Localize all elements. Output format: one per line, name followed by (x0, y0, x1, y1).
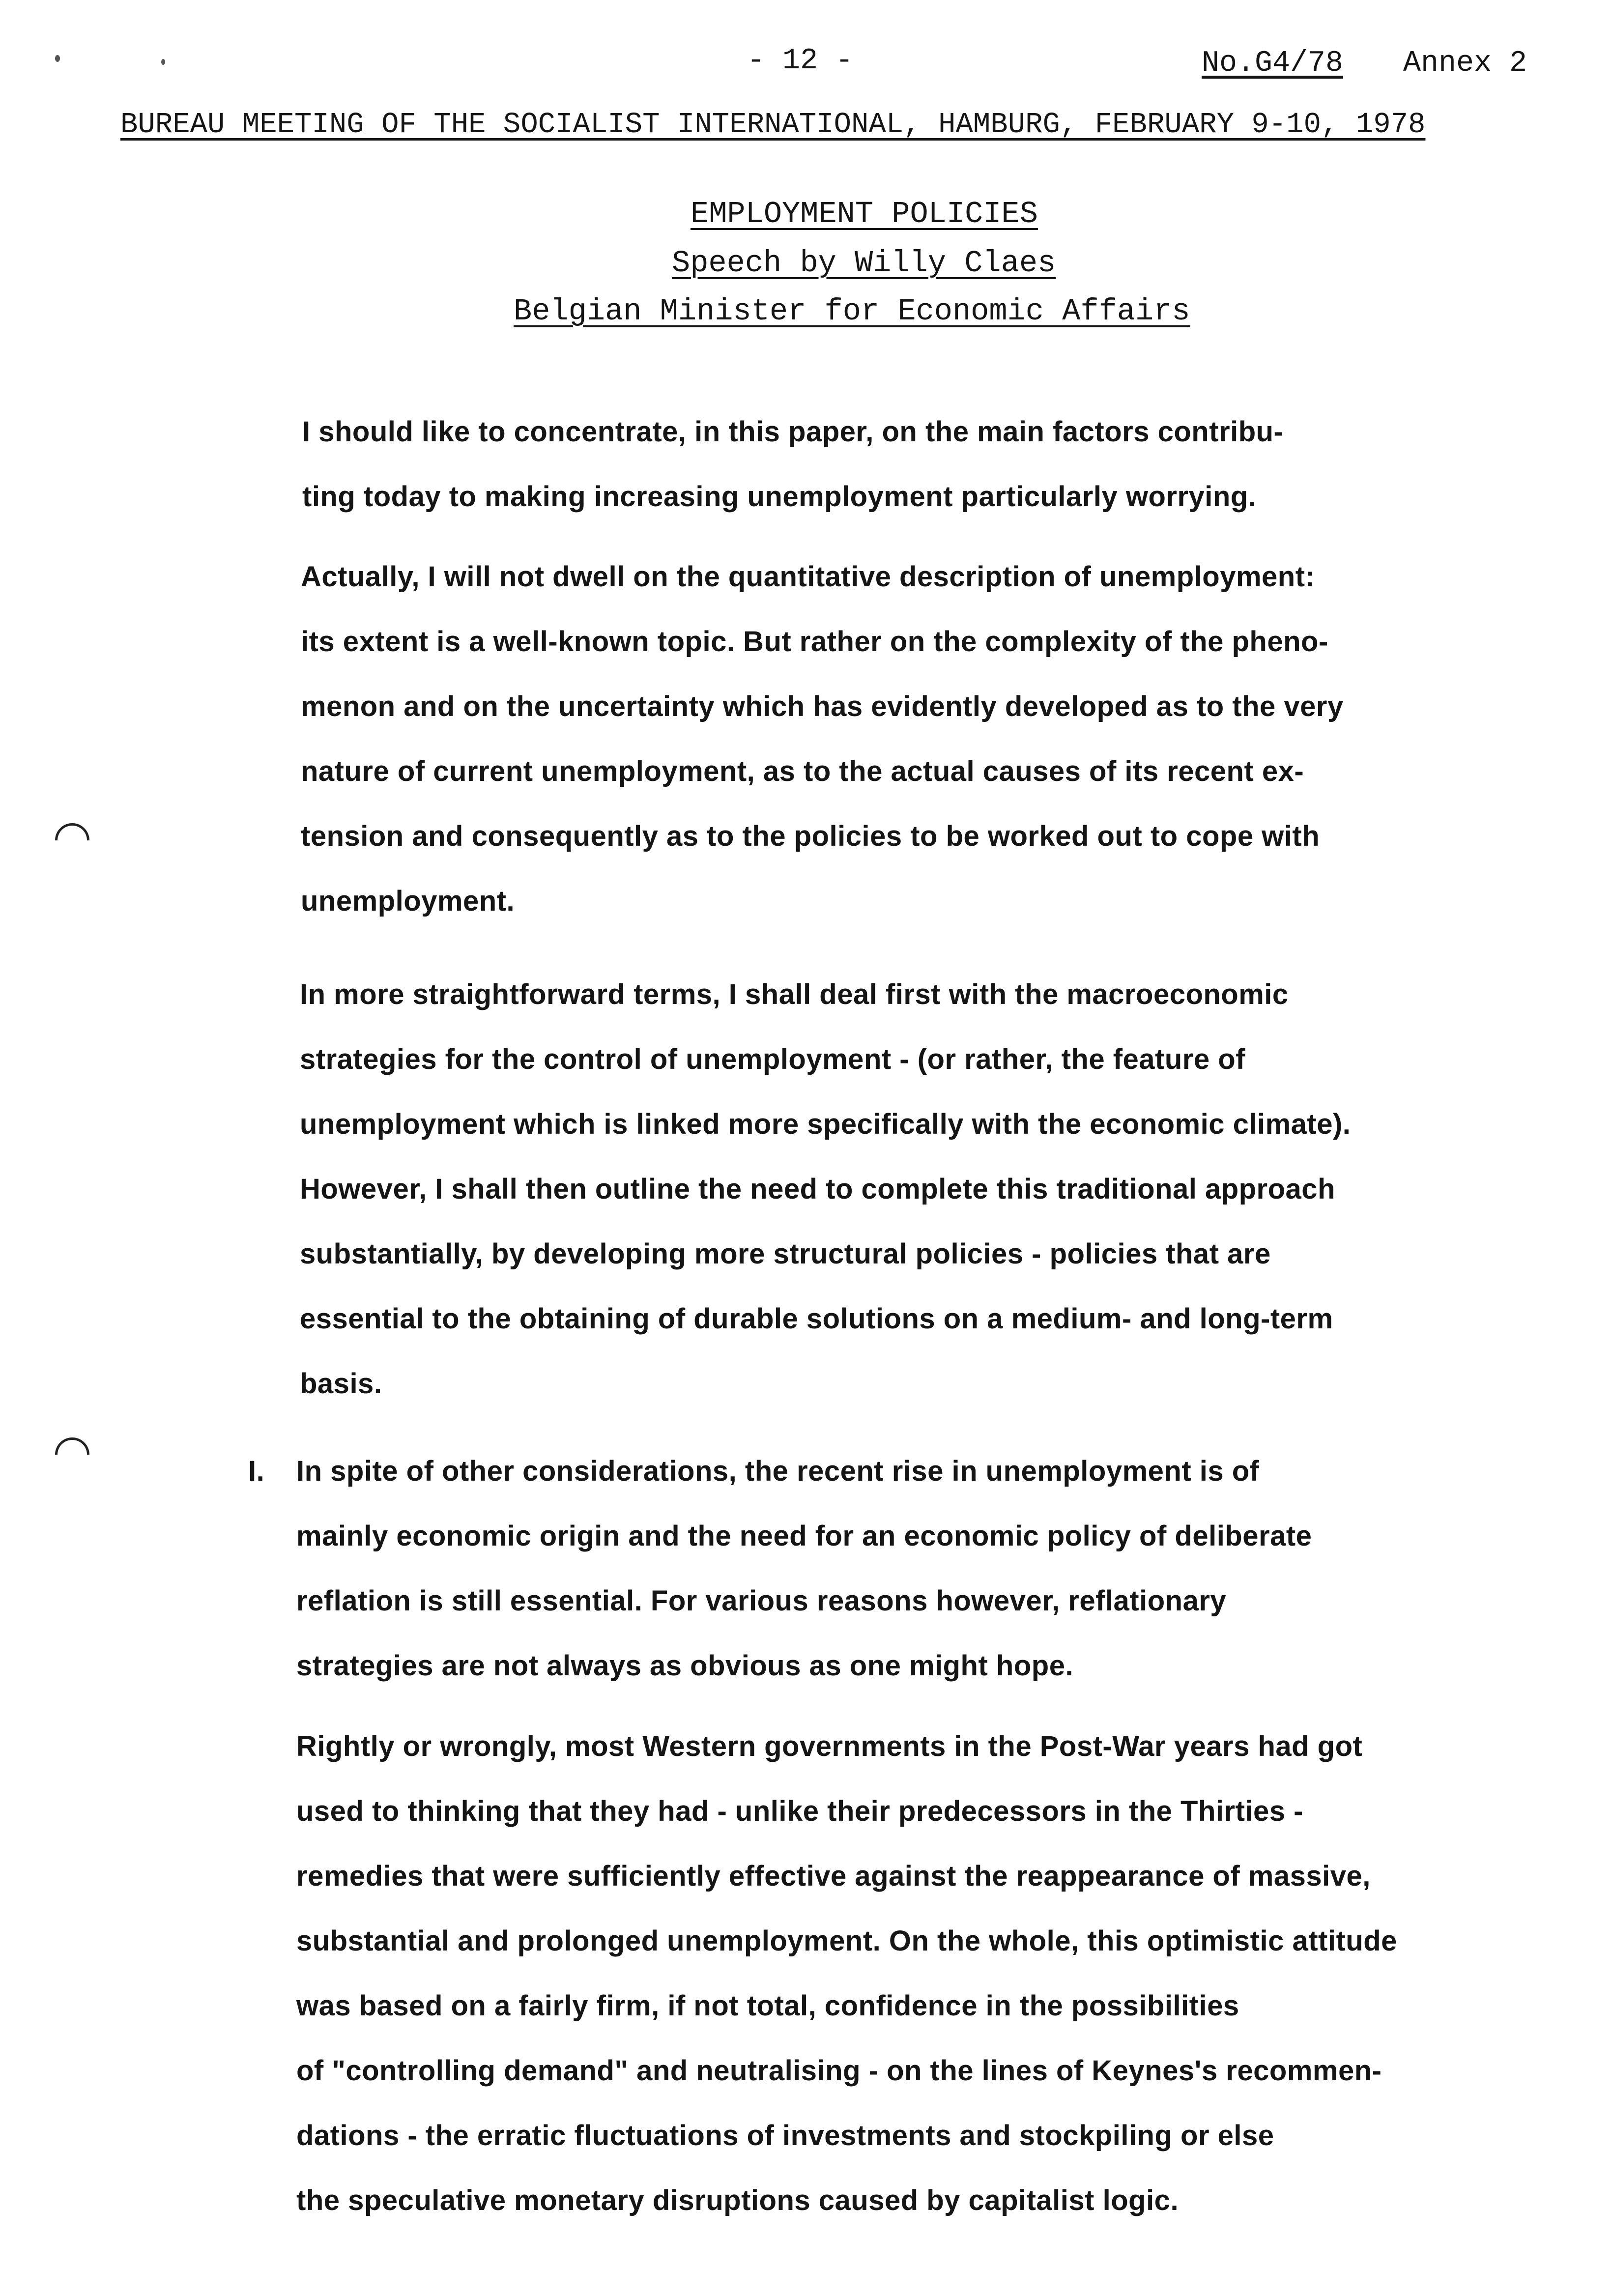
paragraph-line: the speculative monetary disruptions caused by capitalist logic. (296, 2184, 1179, 2216)
page-number: - 12 - (747, 44, 854, 78)
paragraph-line: mainly economic origin and the need for an economic policy of deliberate (296, 1520, 1312, 1552)
document-reference: No.G4/78 (1202, 47, 1344, 80)
title-employment-policies: EMPLOYMENT POLICIES (691, 197, 1038, 231)
paragraph-line: unemployment. (301, 885, 515, 917)
paragraph-line: strategies are not always as obvious as one might hope. (296, 1650, 1074, 1682)
paragraph-line: its extent is a well-known topic. But rather on the complexity of the pheno- (301, 626, 1328, 658)
paragraph-line: menon and on the uncertainty which has evidently developed as to the very (301, 690, 1344, 722)
paragraph-line: strategies for the control of unemployment - (or rather, the feature of (300, 1043, 1245, 1075)
paragraph-line: substantial and prolonged unemployment. On the whole, this optimistic attitude (296, 1925, 1397, 1957)
annex-label: Annex 2 (1403, 47, 1527, 80)
section-marker: I. (248, 1455, 265, 1487)
title-minister: Belgian Minister for Economic Affairs (514, 294, 1190, 329)
paragraph-line: used to thinking that they had - unlike their predecessors in the Thirties - (296, 1795, 1303, 1827)
paragraph-line: of "controlling demand" and neutralising - on the lines of Keynes's recommen- (296, 2055, 1382, 2087)
margin-speck (161, 59, 165, 65)
paragraph-line: unemployment which is linked more specifically with the economic climate). (300, 1108, 1351, 1140)
paragraph-line: remedies that were sufficiently effective against the reappearance of massive, (296, 1860, 1371, 1892)
binder-hole-mark (48, 1431, 97, 1479)
paragraph-line: Actually, I will not dwell on the quantitative description of unemployment: (301, 561, 1315, 593)
paragraph-line: was based on a fairly firm, if not total, confidence in the possibilities (296, 1990, 1239, 2022)
margin-speck (55, 55, 60, 62)
paragraph-line: In spite of other considerations, the recent rise in unemployment is of (296, 1455, 1260, 1487)
paragraph-line: ting today to making increasing unemployment particularly worrying. (302, 481, 1257, 513)
meeting-line: BUREAU MEETING OF THE SOCIALIST INTERNATIONAL, HAMBURG, FEBRUARY 9-10, 1978 (120, 108, 1426, 141)
paragraph-line: dations - the erratic fluctuations of investments and stockpiling or else (296, 2120, 1274, 2152)
paragraph-line: However, I shall then outline the need to complete this traditional approach (300, 1173, 1335, 1205)
paragraph-line: reflation is still essential. For various reasons however, reflationary (296, 1585, 1227, 1617)
paragraph-line: nature of current unemployment, as to the actual causes of its recent ex- (301, 755, 1304, 787)
paragraph-line: tension and consequently as to the policies to be worked out to cope with (301, 820, 1320, 852)
paragraph-line: basis. (300, 1368, 382, 1400)
paragraph-line: substantially, by developing more structural policies - policies that are (300, 1238, 1271, 1270)
binder-hole-mark (48, 816, 97, 865)
title-speech-by: Speech by Willy Claes (672, 246, 1056, 281)
paragraph-line: I should like to concentrate, in this paper, on the main factors contribu- (302, 416, 1284, 448)
paragraph-line: In more straightforward terms, I shall deal first with the macroeconomic (300, 978, 1289, 1010)
paragraph-line: essential to the obtaining of durable solutions on a medium- and long-term (300, 1303, 1333, 1335)
paragraph-line: Rightly or wrongly, most Western governments in the Post-War years had got (296, 1730, 1363, 1762)
